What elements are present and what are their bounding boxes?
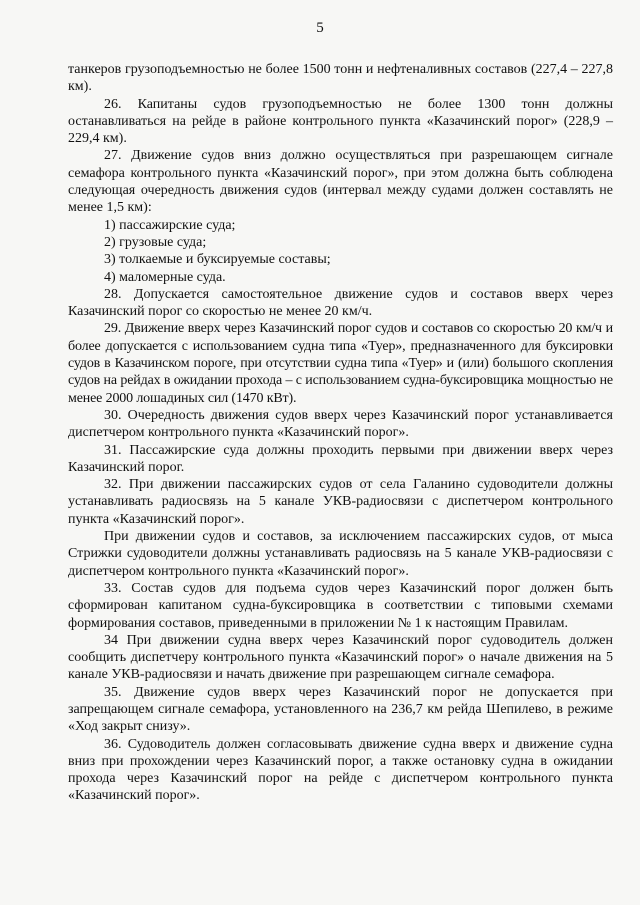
paragraph-36: 36. Судоводитель должен согласовывать движение судна вверх и движение судна вниз при прохождении через Казачинский порог, а также остановку судна в ожидании прохода через Казачинский порог на рейде с диспетчером контрольного пункта «Казачинский порог». [68,736,613,804]
document-body [68,61,613,805]
list-item-1: 1) пассажирские суда; [104,217,236,233]
paragraph-27: 27. Движение судов вниз должно осуществляться при разрешающем сигнале семафора контрольного пункта «Казачинский порог», при этом должна быть соблюдена следующая очередность движения судов (интервал между судами должен составлять не менее 1,5 км): [68,148,613,216]
paragraph-34: 34 При движении судна вверх через Казачинский порог судоводитель должен сообщить диспетчеру контрольного пункта «Казачинский порог» о начале движения на 5 канале УКВ-радиосвязи и начать движение при разрешающем сигнале семафора. [68,632,613,683]
paragraph-29: 29. Движение вверх через Казачинский порог судов и составов со скоростью 20 км/ч и более допускается с использованием судна типа «Туер», предназначенного для буксировки судов в Казачинском пороге, при отсутствии судна типа «Туер» и (или) большого скопления судов на рейдах в ожидании прохода – с использованием судна-буксировщика мощностью не менее 2000 лошадиных сил (1470 кВт). [68,321,613,406]
paragraph-33: 33. Состав судов для подъема судов через Казачинский порог должен быть сформирован капитаном судна-буксировщика в соответствии с типовыми схемами формирования составов, приведенными в приложении № 1 к настоящим Правилам. [68,580,613,631]
paragraph-28: 28. Допускается самостоятельное движение судов и составов вверх через Казачинский порог со скоростью не менее 20 км/ч. [68,286,613,320]
paragraph-32-continued: При движении судов и составов, за исключением пассажирских судов, от мыса Стрижки судоводители должны устанавливать радиосвязь на 5 канале УКВ-радиосвязи с диспетчером контрольного пункта «Казачинский порог». [68,529,613,579]
list-item-4: 4) маломерные суда. [104,269,226,285]
page-number: 5 [316,20,324,36]
list-item-2: 2) грузовые суда; [104,234,207,250]
paragraph-continuation: танкеров грузоподъемностью не более 1500 тонн и нефтеналивных составов (227,4 – 227,8 км). [68,62,613,95]
list-item-3: 3) толкаемые и буксируемые составы; [104,252,331,268]
paragraph-32: 32. При движении пассажирских судов от села Галанино судоводители должны устанавливать радиосвязь на 5 канале УКВ-радиосвязи с диспетчером контрольного пункта «Казачинский порог». [68,477,613,527]
paragraph-26: 26. Капитаны судов грузоподъемностью не более 1300 тонн должны останавливаться на рейде в районе контрольного пункта «Казачинский порог» (228,9 – 229,4 км). [68,96,613,147]
paragraph-35: 35. Движение судов вверх через Казачинский порог не допускается при запрещающем сигнале семафора, установленного на 236,7 км рейда Шепилево, в режиме «Ход закрыт снизу». [68,684,613,735]
paragraph-30: 30. Очередность движения судов вверх через Казачинский порог устанавливается диспетчером контрольного пункта «Казачинский порог». [68,407,613,441]
paragraph-31: 31. Пассажирские суда должны проходить первыми при движении вверх через Казачинский порог. [68,442,613,475]
